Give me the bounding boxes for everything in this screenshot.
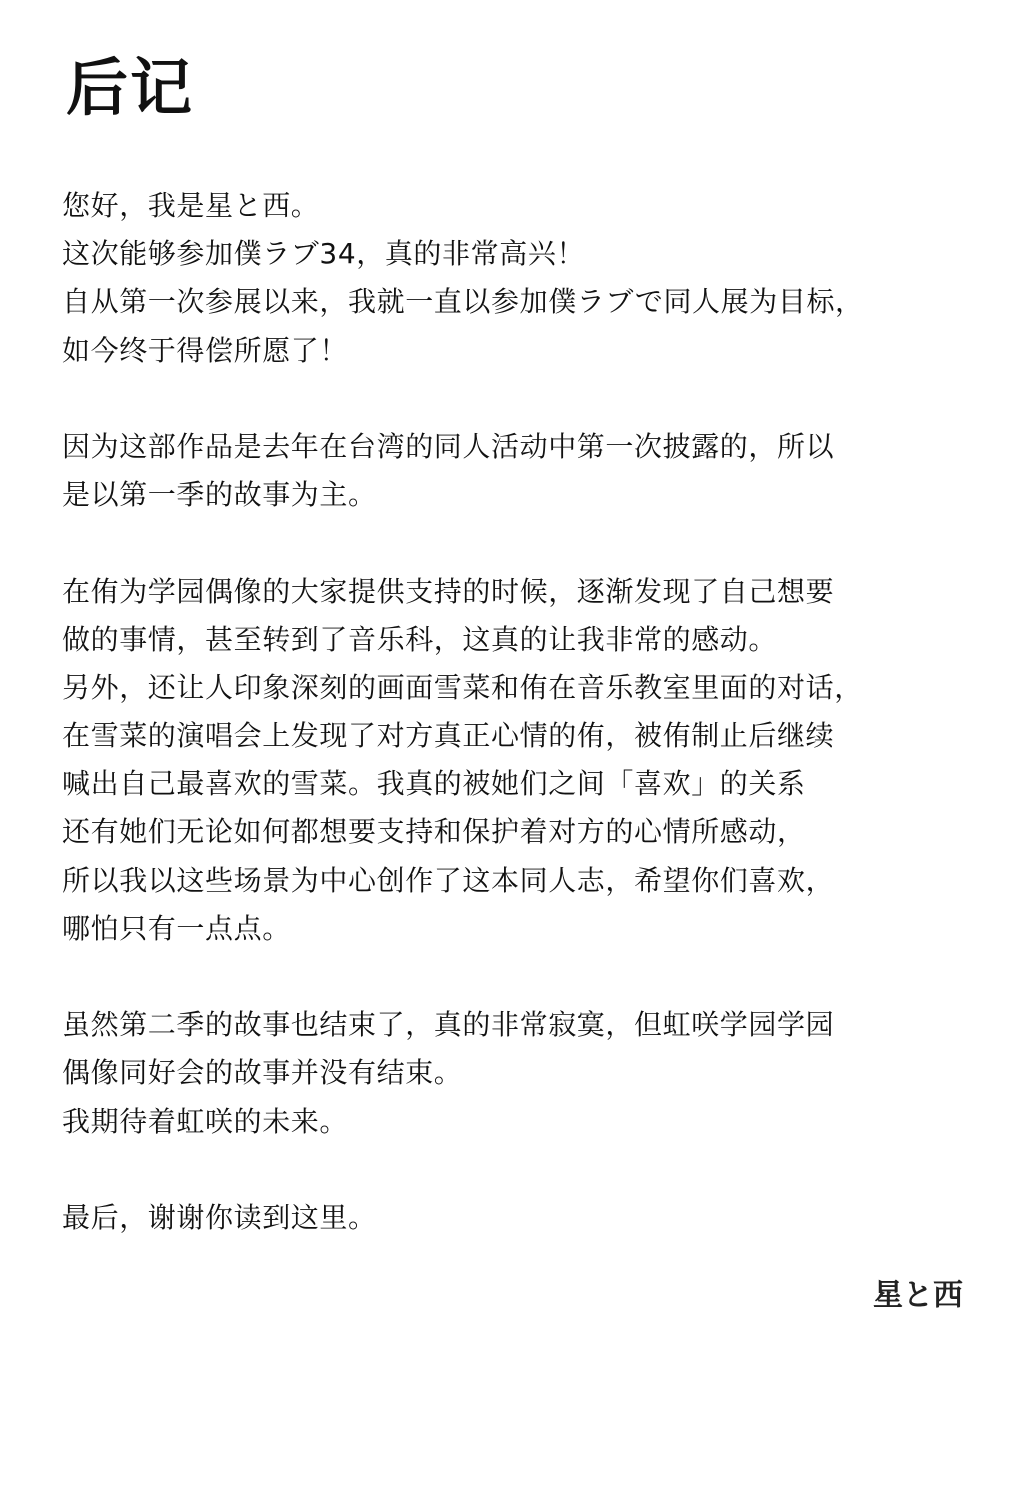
paragraph-gap <box>62 519 962 567</box>
text-line: 自从第一次参展以来，我就一直以参加僕ラブで同人展为目标， <box>62 285 864 319</box>
text-line: 还有她们无论如何都想要支持和保护着对方的心情所感动， <box>62 815 806 849</box>
text-line: 虽然第二季的故事也结束了，真的非常寂寞，但虹咲学园学园 <box>62 1008 835 1042</box>
text-line: 最后，谢谢你读到这里。 <box>62 1200 377 1234</box>
paragraph-gap <box>62 375 962 423</box>
text-line: 所以我以这些场景为中心创作了这本同人志，希望你们喜欢， <box>62 863 835 897</box>
paragraph-greeting <box>62 182 962 375</box>
paragraph-closing <box>62 1194 962 1242</box>
text-line: 我期待着虹咲的未来。 <box>62 1104 349 1138</box>
text-line: 偶像同好会的故事并没有结束。 <box>62 1056 463 1090</box>
text-line: 在侑为学园偶像的大家提供支持的时候，逐渐发现了自己想要 <box>62 574 835 608</box>
text-line: 您好，我是星と西。 <box>62 189 320 222</box>
author-signature: 星と西 <box>873 1278 963 1313</box>
page-title: 后记 <box>66 51 195 124</box>
text-line: 另外，还让人印象深刻的画面雪菜和侑在音乐教室里面的对话， <box>62 670 863 704</box>
text-line: 是以第一季的故事为主。 <box>62 478 377 512</box>
text-line: 哪怕只有一点点。 <box>62 911 291 945</box>
paragraph-gap <box>62 1146 962 1194</box>
text-line: 如今终于得偿所愿了！ <box>62 333 349 367</box>
text-line: 喊出自己最喜欢的雪菜。我真的被她们之间「喜欢」的关系 <box>62 767 806 801</box>
text-line: 这次能够参加僕ラブ34，真的非常高兴！ <box>62 237 586 271</box>
paragraph-gap <box>62 953 962 1001</box>
paragraph-season-two <box>62 1001 962 1146</box>
text-line: 因为这部作品是去年在台湾的同人活动中第一次披露的，所以 <box>62 429 835 463</box>
paragraph-background <box>62 423 962 519</box>
text-line: 在雪菜的演唱会上发现了对方真正心情的侑，被侑制止后继续 <box>62 719 835 753</box>
text-line: 做的事情，甚至转到了音乐科，这真的让我非常的感动。 <box>62 622 778 656</box>
body-text <box>62 182 962 1242</box>
paragraph-story <box>62 568 962 954</box>
